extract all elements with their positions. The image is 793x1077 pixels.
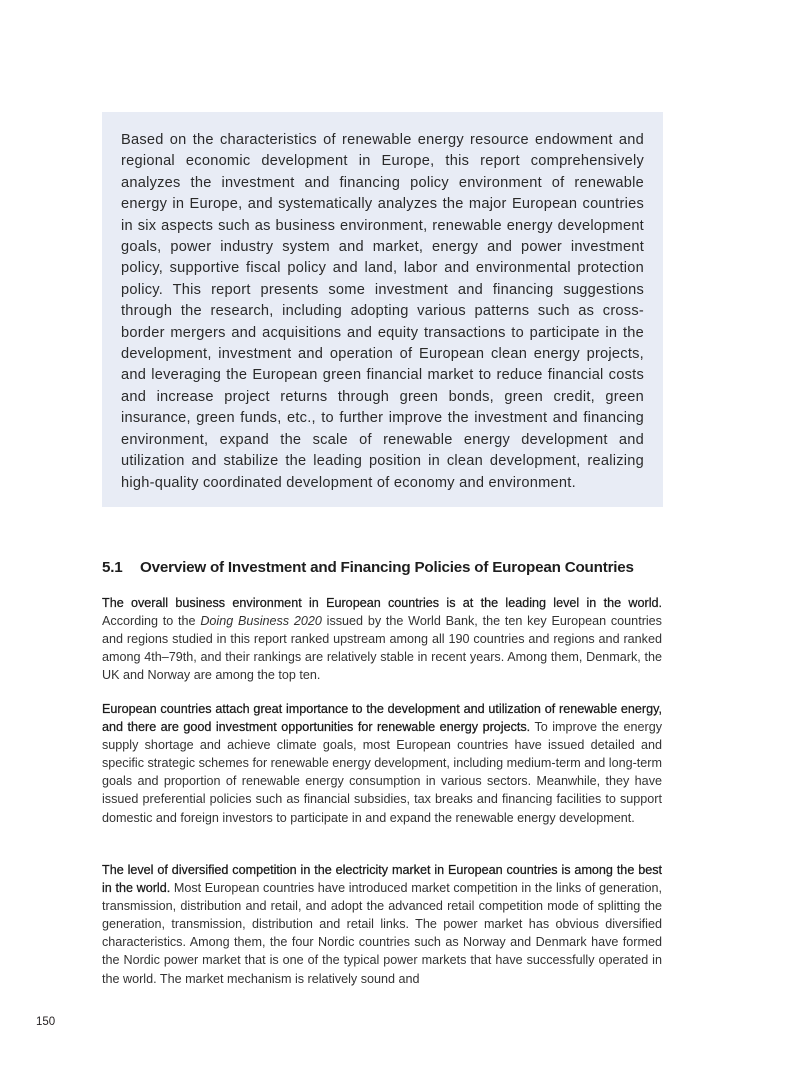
section-number: 5.1 <box>102 559 123 576</box>
paragraph-lead: The overall business environment in European countries is at the leading level in the world. <box>102 596 662 610</box>
publication-title: Doing Business 2020 <box>200 614 322 629</box>
section-title: Overview of Investment and Financing Policies of European Countries <box>140 559 634 576</box>
page-number: 150 <box>36 1016 56 1028</box>
paragraph-renewable-goals <box>102 700 662 827</box>
paragraph-body: According to the <box>102 614 201 629</box>
paragraph-body: To improve the energy supply shortage and achieve climate goals, most European countries have issued detailed and specific strategic schemes for renewable energy development, including medium-term and long-term goals and proportion of renewable energy consumption in various sectors. Meanwhile, they have issued preferential policies such as financial subsidies, tax breaks and financing facilities to support domestic and foreign investors to participate in and expand the renewable energy development. <box>102 720 662 825</box>
paragraph-body: Most European countries have introduced market competition in the links of generation, transmission, distribution and retail, and adopt the advanced retail competition mode of splitting the generation, transmission, distribution and retail links. The power market has obvious diversified characteristics. Among them, the four Nordic countries such as Norway and Denmark have formed the Nordic power market that is one of the typical power markets that have successfully operated in the world. The market mechanism is relatively sound and <box>102 881 663 986</box>
section-heading <box>102 559 672 576</box>
paragraph-business-environment <box>102 594 662 684</box>
paragraph-electricity-market <box>102 861 662 988</box>
paragraph-lead: European countries attach great importance to the development and utilization of renewable energy, and there are good investment opportunities for renewable energy projects. <box>102 702 662 735</box>
abstract-box <box>102 112 663 507</box>
abstract-text: Based on the characteristics of renewable energy resource endowment and regional economic development in Europe, this report comprehensively analyzes the investment and financing policy environment of renewable energy in Europe, and systematically analyzes the major European countries in six aspects such as business environment, renewable energy development goals, power industry system and market, energy and power investment policy, supportive fiscal policy and land, labor and environmental protection policy. This report presents some investment and financing suggestions through the research, including adopting various patterns such as cross-border mergers and acquisitions and equity transactions to participate in the development, investment and operation of European clean energy projects, and leveraging the European green financial market to reduce financial costs and increase project returns through green bonds, green credit, green insurance, green funds, etc., to further improve the investment and financing environment, expand the scale of renewable energy development and utilization and stabilize the leading position in clean development, realizing high-quality coordinated development of economy and environment. <box>121 132 644 491</box>
paragraph-body: issued by the World Bank, the ten key European countries and regions studied in this report ranked upstream among all 190 countries and regions and ranked among 4th–79th, and their rankings are relatively stable in recent years. Among them, Denmark, the UK and Norway are among the top ten. <box>102 614 662 683</box>
paragraph-lead: The level of diversified competition in the electricity market in European countries is among the best in the world. <box>102 863 662 896</box>
